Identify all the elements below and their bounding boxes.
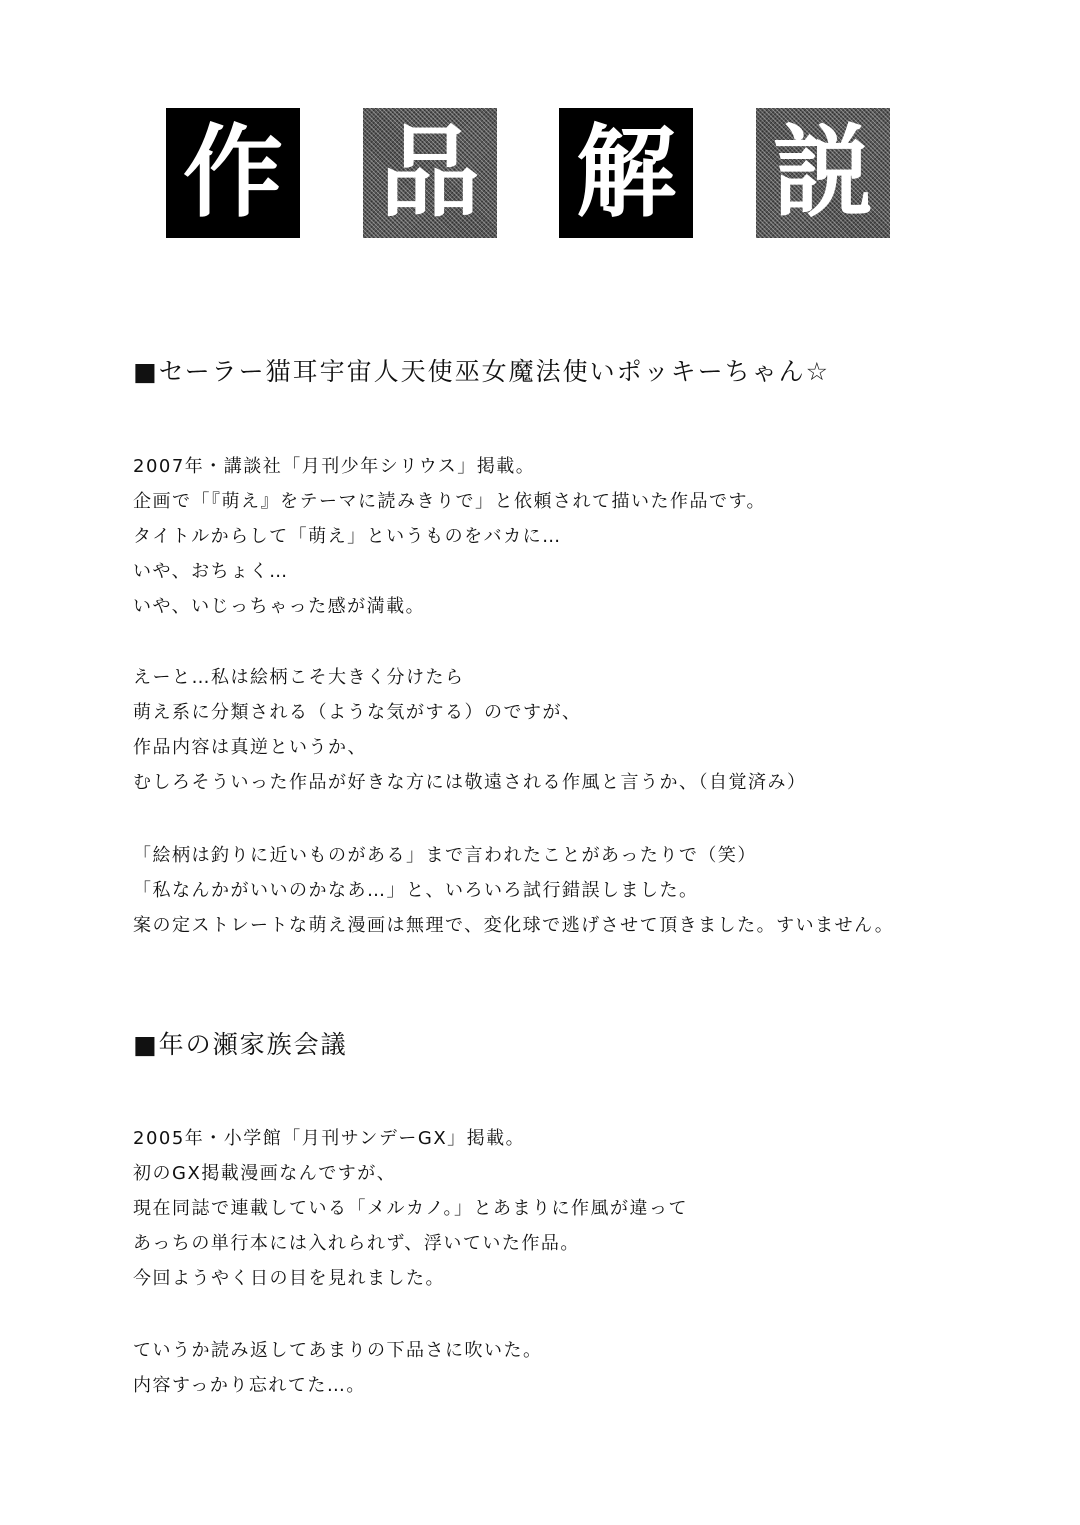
paragraph — [133, 1121, 688, 1296]
text-line: むしろそういった作品が好きな方には敬遠される作風と言うか、（自覚済み） — [133, 772, 807, 793]
title-char-box: 品 — [363, 108, 497, 238]
paragraph — [133, 449, 766, 624]
text-line: えーと…私は絵柄こそ大きく分けたら — [133, 667, 465, 688]
text-line: 「絵柄は釣りに近いものがある」まで言われたことがあったりで（笑） — [133, 845, 757, 866]
text-line: 初のGX掲載漫画なんですが、 — [133, 1163, 397, 1184]
text-line: 内容すっかり忘れてた…。 — [133, 1375, 366, 1396]
paragraph — [133, 838, 894, 943]
text-line: 作品内容は真逆というか、 — [133, 737, 367, 758]
text-line: 企画で「『萌え』をテーマに読みきりで」と依頼されて描いた作品です。 — [133, 491, 767, 512]
text-line: 2007年・講談社「月刊少年シリウス」掲載。 — [133, 456, 536, 477]
title-char-box: 作 — [166, 108, 300, 238]
text-line: いや、おちょく… — [133, 561, 289, 582]
text-line: ていうか読み返してあまりの下品さに吹いた。 — [133, 1340, 543, 1361]
text-line: あっちの単行本には入れられず、浮いていた作品。 — [133, 1233, 580, 1254]
section-heading: ■セーラー猫耳宇宙人天使巫女魔法使いポッキーちゃん☆ — [133, 357, 831, 386]
title-char-box: 解 — [559, 108, 693, 238]
text-line: 現在同誌で連載している「メルカノ。」とあまりに作風が違って — [133, 1198, 689, 1219]
paragraph — [133, 660, 807, 800]
text-line: 今回ようやく日の目を見れました。 — [133, 1268, 445, 1289]
section-heading: ■年の瀬家族会議 — [133, 1030, 348, 1059]
text-line: いや、いじっちゃった感が満載。 — [133, 596, 426, 617]
text-line: 案の定ストレートな萌え漫画は無理で、変化球で逃げさせて頂きました。すいません。 — [133, 915, 895, 936]
text-line: 2005年・小学館「月刊サンデーGX」掲載。 — [133, 1128, 526, 1149]
title-char-box: 説 — [756, 108, 890, 238]
text-line: 萌え系に分類される（ような気がする）のですが、 — [133, 702, 582, 723]
text-line: 「私なんかがいいのかなあ…」と、いろいろ試行錯誤しました。 — [133, 880, 699, 901]
text-line: タイトルからして「萌え」というものをバカに… — [133, 526, 562, 547]
paragraph — [133, 1333, 543, 1403]
